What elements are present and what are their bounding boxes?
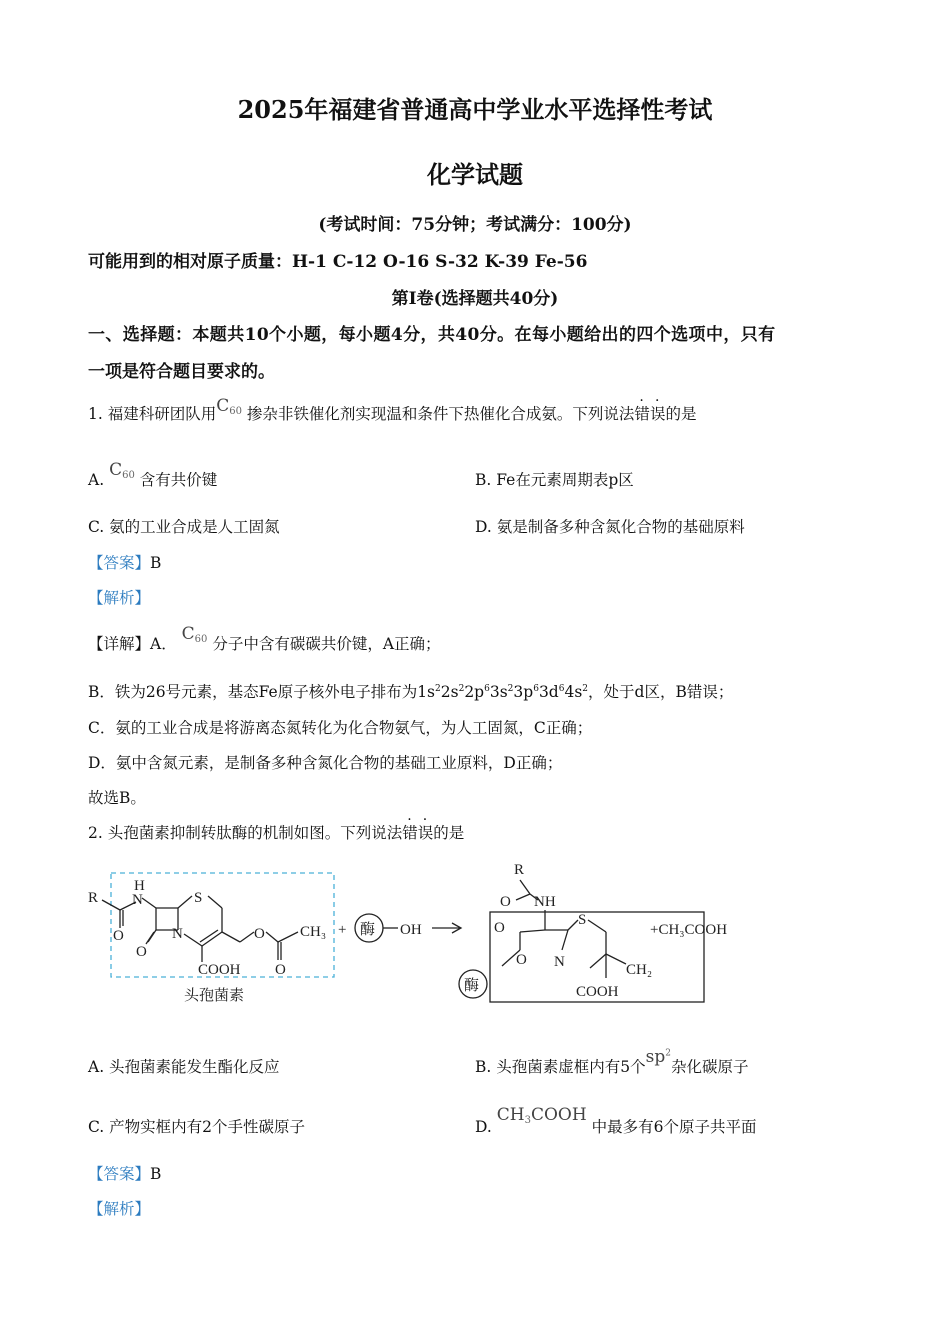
q2-answer — [88, 1162, 161, 1184]
sp-label: sp — [645, 1047, 666, 1067]
q2-option-d-text: 中最多有6个原子共平面 — [591, 1118, 757, 1136]
q1-answer — [88, 551, 161, 573]
exam-title: 2025年福建省普通高中学业水平选择性考试 — [237, 95, 713, 124]
c60-sub: 60 — [229, 406, 242, 417]
section-heading-line1: 一、选择题：本题共10个小题，每小题4分，共40分。在每小题给出的四个选项中，只有 — [88, 325, 776, 345]
cooh-label-right: COOH — [576, 984, 619, 1000]
detail-a-prefix: A． — [150, 635, 177, 653]
detail-a-text: 分子中含有碳碳共价键，A正确； — [212, 635, 441, 653]
q2-stem — [88, 821, 464, 843]
q2-option-b-part-b: 杂化碳原子 — [670, 1058, 749, 1076]
q2-option-a: A. 头孢菌素能发生酯化反应 — [88, 1058, 280, 1076]
o-label-right-amide: O — [500, 894, 511, 910]
cooh-label-left: COOH — [198, 962, 241, 978]
q2-emph-1: 错 — [402, 824, 418, 842]
q1-option-a-label: A. — [88, 471, 105, 489]
q1-detail-b: B．铁为26号元素，基态Fe原子核外电子排布为$1s^22s^22p^63s^23p^63d^64s^2$，处于d区，B错误； — [88, 683, 734, 701]
q1-option-a — [88, 460, 218, 491]
byproduct-label: +CH₃COOH — [650, 922, 728, 938]
q2-option-d-label: D. — [475, 1118, 492, 1136]
detail-b-suffix: ，处于d区，B错误； — [588, 683, 734, 701]
h-label-left: H — [134, 878, 145, 894]
detail-b-prefix: B．铁为26号元素，基态Fe原子核外电子排布为1s — [88, 683, 436, 701]
q1-stem-part-b: 掺杂非铁催化剂实现温和条件下热催化合成氨。下列说法 — [246, 405, 635, 423]
q1-emph-2: 误 — [649, 405, 666, 423]
ch2-label: CH₂ — [626, 962, 653, 978]
formula-ch: CH — [496, 1105, 525, 1125]
o-label-right-ester: O — [516, 952, 527, 968]
section-heading-line2: 一项是符合题目要求的。 — [88, 362, 275, 382]
answer-label: 【答案】 — [88, 554, 151, 572]
volume-heading: 第I卷(选择题共40分) — [391, 289, 559, 309]
q2-option-d — [475, 1105, 757, 1138]
q1-detail-c60 — [182, 624, 208, 644]
r-label-left: R — [88, 890, 99, 906]
q1-emph-1: 错 — [634, 405, 650, 423]
c60-sub: 60 — [122, 470, 135, 481]
q2-stem-part-a: 2. 头孢菌素抑制转肽酶的机制如图。下列说法 — [88, 824, 403, 842]
q1-analysis-label: 【解析】 — [88, 589, 151, 607]
q2-emph-2: 误 — [417, 824, 434, 842]
cephalosporin-caption: 头孢菌素 — [184, 988, 245, 1004]
q2-option-b-part-a: B. 头孢菌素虚框内有5个 — [475, 1058, 646, 1076]
o-label-amide: O — [113, 928, 124, 944]
atomic-masses: 可能用到的相对原子质量：H-1 C-12 O-16 S-32 K-39 Fe-56 — [88, 252, 588, 272]
sp-exponent: 2 — [665, 1048, 671, 1059]
q1-option-b: B. Fe在元素周期表p区 — [475, 471, 634, 489]
enzyme-label-left: 酶 — [360, 922, 376, 938]
q1-stem — [88, 396, 697, 425]
c60-main: C — [216, 396, 230, 416]
n-label-left: N — [132, 892, 143, 908]
q1-stem-part-c: 的是 — [665, 405, 697, 423]
answer-value: B — [150, 1165, 162, 1183]
oh-label: OH — [400, 922, 422, 938]
n-label-right: N — [554, 954, 565, 970]
q1-option-a-formula — [109, 460, 135, 480]
r-label-right: R — [514, 862, 525, 878]
cephalosporin-reaction-diagram — [80, 850, 780, 1010]
o-label-ester: O — [254, 926, 265, 942]
q2-option-b-sp — [646, 1047, 671, 1067]
c60-main: C — [181, 624, 195, 644]
q1-option-a-text: 含有共价键 — [139, 471, 218, 489]
q1-detail-a — [88, 624, 441, 655]
answer-label: 【答案】 — [88, 1165, 151, 1183]
s-label-left: S — [194, 890, 203, 906]
detail-label: 【详解】 — [88, 635, 151, 653]
q1-detail-d: D．氨中含氮元素，是制备多种含氮化合物的基础工业原料，D正确； — [88, 754, 563, 772]
q2-analysis-label: 【解析】 — [88, 1200, 151, 1218]
enzyme-label-right: 酶 — [464, 978, 480, 994]
q1-conclusion: 故选B。 — [88, 789, 146, 807]
c60-main: C — [109, 460, 123, 480]
c60-sub: 60 — [194, 634, 208, 645]
q1-option-d: D. 氨是制备多种含氮化合物的基础原料 — [475, 518, 745, 536]
q2-stem-part-c: 的是 — [433, 824, 465, 842]
q2-option-c: C. 产物实框内有2个手性碳原子 — [88, 1118, 306, 1136]
q1-option-c: C. 氨的工业合成是人工固氮 — [88, 518, 280, 536]
q1-c60-formula — [216, 396, 242, 416]
ch3-label: CH₃ — [300, 924, 327, 940]
o-label-lactam: O — [136, 944, 147, 960]
answer-value: B — [150, 554, 162, 572]
plus-sign: + — [338, 922, 347, 938]
exam-info: (考试时间：75分钟；考试满分：100分) — [318, 215, 632, 235]
o-label-right-carbonyl: O — [494, 920, 505, 936]
formula-sub: 3 — [524, 1115, 531, 1126]
exam-subtitle: 化学试题 — [427, 160, 523, 189]
formula-cooh: COOH — [530, 1105, 587, 1125]
q2-option-d-formula — [497, 1105, 587, 1125]
s-label-right: S — [578, 912, 587, 928]
q2-option-b — [475, 1047, 749, 1077]
n-label-ring: N — [172, 926, 183, 942]
o-label-carbonyl: O — [275, 962, 286, 978]
q1-stem-part-a: 1. 福建科研团队用 — [88, 405, 217, 423]
nh-label-right: NH — [534, 894, 556, 910]
q1-detail-c: C．氨的工业合成是将游离态氮转化为化合物氨气，为人工固氮，C正确； — [88, 719, 593, 737]
